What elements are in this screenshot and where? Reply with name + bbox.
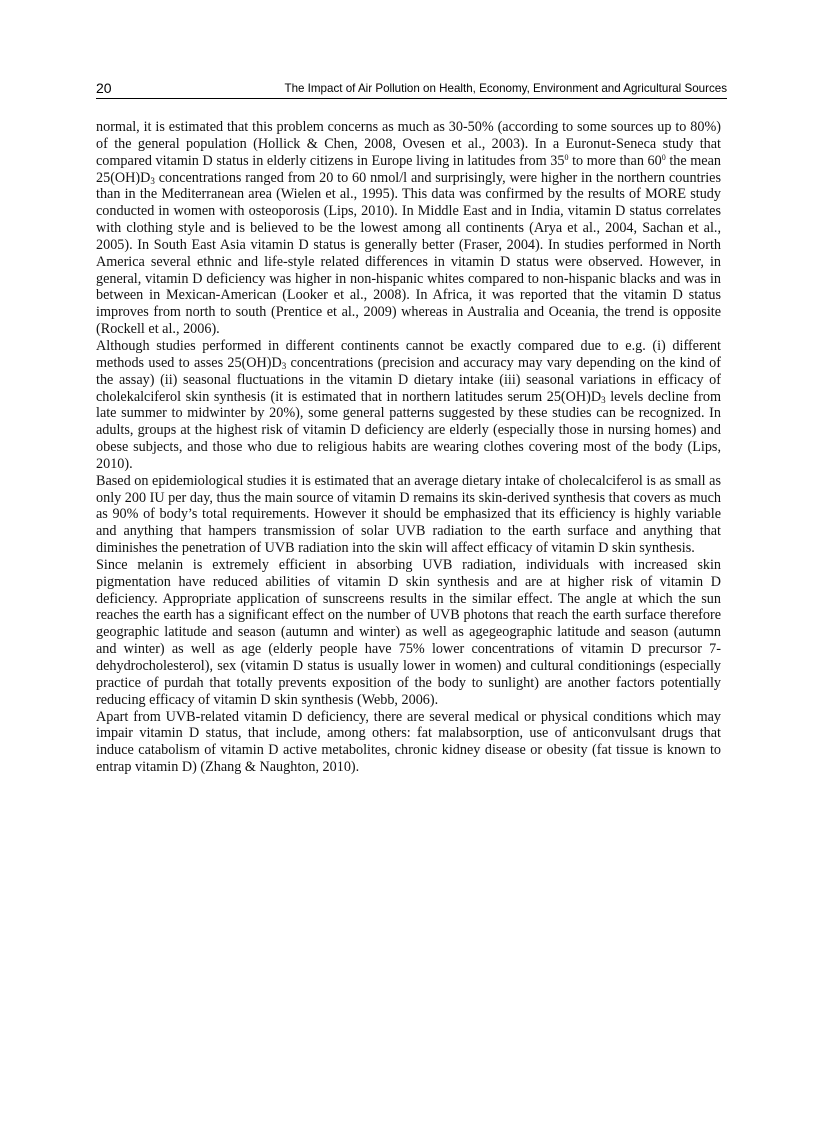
paragraph-comparison-limitations: Although studies performed in different continents cannot be exactly compared due to e.g. (i) different methods used to asses $25(OH)D_3$ concentrations (precision and accuracy may vary depending on the kind of the assay) (ii) seasonal fluctuations in the vitamin D dietary intake (iii) seasonal variations in efficacy of cholekalciferol skin synthesis (it is estimated that in northern latitudes serum $25(OH)D_3$ levels decline from late summer to midwinter by 20%), some general patterns suggested by these studies can be recognized. In adults, groups at the highest risk of vitamin D deficiency are elderly (especially those in nursing homes) and obese subjects, and those who due to religious habits are wearing clothes covering most of the body (Lips, 2010). bbox=[96, 337, 721, 472]
page-number: 20 bbox=[96, 80, 112, 96]
body-text bbox=[96, 119, 721, 776]
running-title: The Impact of Air Pollution on Health, Economy, Environment and Agricultural Sources bbox=[284, 82, 727, 95]
running-header bbox=[96, 80, 727, 99]
paragraph-medical-conditions: Apart from UVB-related vitamin D deficiency, there are several medical or physical conditions which may impair vitamin D status, that include, among others: fat malabsorption, use of anticonvulsant drugs that induce catabolism of vitamin D active metabolites, chronic kidney disease or obesity (fat tissue is known to entrap vitamin D) (Zhang & Naughton, 2010). bbox=[96, 708, 721, 776]
paragraph-dietary-intake: Based on epidemiological studies it is estimated that an average dietary intake of cholecalciferol is as small as only 200 IU per day, thus the main source of vitamin D remains its skin-derived synthesis that covers as much as 90% of body’s total requirements. However it should be emphasized that its efficiency is highly variable and anything that hampers transmission of solar UVB radiation to the earth surface and anything that diminishes the penetration of UVB radiation into the skin will affect efficacy of vitamin D skin synthesis. bbox=[96, 472, 721, 557]
paragraph-skin-pigmentation: Since melanin is extremely efficient in absorbing UVB radiation, individuals with increased skin pigmentation have reduced abilities of vitamin D skin synthesis and are at higher risk of vitamin D deficiency. Appropriate application of sunscreens results in the similar effect. The angle at which the sun reaches the earth has a significant effect on the number of UVB photons that reach the earth surface therefore geographic latitude and season (autumn and winter) as well as agegeographic latitude and season (autumn and winter) as well as age (elderly people have 75% lower concentrations of vitamin D precursor 7-dehydrocholesterol), sex (vitamin D status is usually lower in women) and cultural conditionings (especially practice of purdah that totally prevents exposition of the body to sunlight) are another factors potentially reducing efficacy of vitamin D skin synthesis (Webb, 2006). bbox=[96, 556, 721, 708]
paragraph-vitamin-d-status-by-region: normal, it is estimated that this problem concerns as much as 30-50% (according to some sources up to 80%) of the general population (Hollick & Chen, 2008, Ovesen et al., 2003). In a Euronut-Seneca study that compared vitamin D status in elderly citizens in Europe living in latitudes from $35^0$ to more than $60^0$ the mean $25(OH)D_3$ concentrations ranged from 20 to 60 nmol/l and surprisingly, were higher in the northern countries than in the Mediterranean area (Wielen et al., 1995). This data was confirmed by the results of MORE study conducted in women with osteoporosis (Lips, 2010). In Middle East and in India, vitamin D status correlates with clothing style and is believed to be the lowest among all continents (Arya et al., 2004, Sachan et al., 2005). In South East Asia vitamin D status is generally better (Fraser, 2004). In studies performed in North America several ethnic and life-style related differences in vitamin D status were observed. However, in general, vitamin D deficiency was higher in non-hispanic whites compared to non-hispanic blacks and was in between in Mexican-American (Looker et al., 2008). In Africa, it was reported that the vitamin D status improves from north to south (Prentice et al., 2009) whereas in Australia and Oceania, the trend is opposite (Rockell et al., 2006). bbox=[96, 119, 721, 338]
